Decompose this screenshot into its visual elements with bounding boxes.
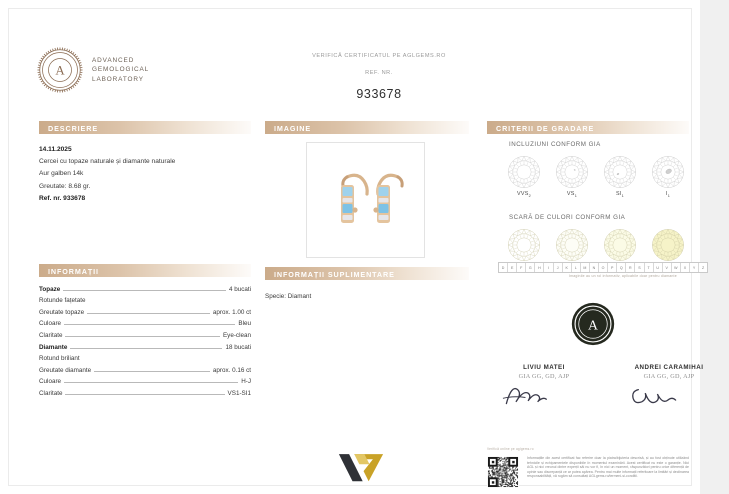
lab-name-line-3: LABORATORY (92, 75, 144, 83)
imagine-header (265, 121, 469, 134)
color-scale-cell: L (572, 263, 581, 272)
diamond-diagram (603, 228, 637, 262)
color-scale-cell: F (517, 263, 526, 272)
suplimentare-header (265, 267, 469, 280)
svg-text:A: A (588, 317, 598, 333)
info-row-label: Rotunde fațetate (39, 297, 89, 304)
color-scale-cell: X (681, 263, 690, 272)
info-row-value: Eye-clean (220, 332, 251, 339)
info-row-leader (39, 324, 251, 325)
info-row-label: Greutate diamante (39, 367, 94, 374)
info-row (39, 293, 251, 305)
descriere-ref: Ref. nr. 933678 (39, 194, 86, 202)
signature-mark-2 (621, 381, 716, 407)
verify-text: VERIFICĂ CERTIFICATUL PE AGLGEMS.RO (312, 53, 446, 59)
color-scale-cell: P (608, 263, 617, 272)
descriere-header (39, 121, 251, 134)
info-row (39, 351, 251, 363)
color-scale-cell: T (645, 263, 654, 272)
suplimentare-title: INFORMAȚII SUPLIMENTARE (274, 269, 395, 279)
info-row-leader (39, 290, 251, 291)
qr-code[interactable] (487, 456, 519, 488)
info-row (39, 281, 251, 293)
signature-mark-1 (496, 381, 591, 407)
descriere-title: DESCRIERE (48, 123, 99, 133)
inclusions-heading: INCLUZIUNI CONFORM GIA (509, 141, 601, 148)
signatory-credentials-1: GIA GG, GD, AJP (518, 373, 570, 380)
lab-monogram: A (55, 63, 65, 78)
certificate-sheet (8, 8, 705, 486)
lab-seal-icon (37, 47, 83, 93)
color-diagrams (507, 228, 685, 262)
info-row-label: Claritate (39, 332, 65, 339)
certificate-header (249, 53, 509, 101)
color-scale-cell: O (599, 263, 608, 272)
info-row-leader (39, 348, 251, 349)
info-row-label: Culoare (39, 320, 64, 327)
info-row-value: 4 bucati (226, 286, 251, 293)
signatory-credentials-2: GIA GG, GD, AJP (643, 373, 695, 380)
info-row (39, 385, 251, 397)
info-row-label: Culoare (39, 378, 64, 385)
info-row (39, 327, 251, 339)
suplimentare-body (265, 291, 311, 302)
diamond-diagram (507, 228, 541, 262)
color-heading: SCARĂ DE CULORI CONFORM GIA (509, 214, 626, 221)
qr-caption: Verifică online pe aglgems.ro (487, 447, 534, 451)
info-row-value: aprox. 1.00 ct (210, 309, 251, 316)
color-scale-cell: J (554, 263, 563, 272)
descriere-item: Cercei cu topaze naturale și diamante naturale (39, 158, 176, 166)
brand-v-logo (335, 449, 387, 483)
color-scale-cell: D (499, 263, 508, 272)
signatory-name-2: ANDREI CARAMIHAI (634, 364, 704, 371)
info-row (39, 339, 251, 351)
criterii-title: CRITERII DE GRADARE (496, 123, 595, 133)
diamond-diagram (555, 228, 589, 262)
info-row-value: 18 bucati (222, 344, 251, 351)
informatii-header (39, 264, 251, 277)
earrings-photo (307, 143, 424, 257)
scale-note: Imaginile au un rol informativ, aplicabile doar pentru diamante (569, 274, 677, 278)
color-scale-cell: M (581, 263, 590, 272)
signature-block-1 (484, 364, 604, 412)
color-scale-bar (498, 262, 708, 273)
info-row-value: VS1-SI1 (225, 390, 251, 397)
info-row-label: Diamante (39, 344, 70, 351)
official-seal-icon (570, 301, 616, 347)
color-scale-cell: N (590, 263, 599, 272)
info-row-value: aprox. 0.16 ct (210, 367, 251, 374)
info-row (39, 316, 251, 328)
color-scale-cell: H (535, 263, 544, 272)
color-scale-cell: Z (702, 265, 705, 270)
inclusion-grade-label: $SI_1$ (615, 191, 625, 199)
criterii-header (487, 121, 689, 134)
color-scale-cell: U (654, 263, 663, 272)
info-row-value: Bleu (235, 320, 251, 327)
color-scale-cell: Q (617, 263, 626, 272)
diamond-diagram (651, 155, 685, 189)
info-row-leader (39, 394, 251, 395)
info-row (39, 374, 251, 386)
item-photo-frame (306, 142, 425, 258)
info-row (39, 362, 251, 374)
descriere-body (39, 144, 249, 205)
diamond-diagram (651, 228, 685, 262)
color-scale-cell: I (544, 263, 553, 272)
color-scale-cell: E (508, 263, 517, 272)
inclusion-grade-label: $VVS_2$ (516, 191, 532, 199)
info-row-label: Claritate (39, 390, 65, 397)
info-row (39, 304, 251, 316)
diamond-diagram (603, 155, 637, 189)
species-value: Specie: Diamant (265, 293, 312, 300)
signature-block-2 (609, 364, 729, 412)
inclusion-diagrams (507, 155, 685, 189)
diamond-diagram (555, 155, 589, 189)
info-row-label: Topaze (39, 286, 63, 293)
color-scale-cell: S (635, 263, 644, 272)
lab-name-line-1: ADVANCED (92, 56, 135, 64)
imagine-title: IMAGINE (274, 123, 312, 133)
lab-name-line-2: GEMOLOGICAL (92, 66, 150, 74)
color-scale-cell: R (626, 263, 635, 272)
color-scale-cell: W (672, 263, 681, 272)
inclusion-grade-label: $VS_1$ (566, 191, 578, 199)
color-scale-cell: V (663, 263, 672, 272)
signatory-name-1: LIVIU MATEI (523, 364, 565, 371)
descriere-date: 14.11.2025 (39, 146, 72, 153)
inclusion-grade-labels (507, 191, 685, 198)
info-row-label: Rotund briliant (39, 355, 83, 362)
color-scale-cell: K (563, 263, 572, 272)
info-row-value: H-J (238, 378, 251, 385)
info-row-leader (39, 382, 251, 383)
informatii-title: INFORMAȚII (48, 266, 99, 276)
ref-label: REF. NR. (365, 70, 393, 76)
lab-name (92, 56, 149, 84)
informatii-table (39, 281, 251, 397)
info-row-label: Greutate topaze (39, 309, 87, 316)
color-scale-cell: G (526, 263, 535, 272)
color-scale-cell: Y (690, 263, 699, 272)
inclusion-grade-label: $I_1$ (665, 191, 671, 199)
legal-disclaimer (527, 456, 689, 479)
ref-number: 933678 (356, 87, 402, 101)
descriere-weight: Greutate: 8.68 gr. (39, 182, 91, 190)
diamond-diagram (507, 155, 541, 189)
lab-logo (37, 47, 149, 93)
legal-text: Informațiile din acest certificat fac referire doar la piatra/bijuteria descrisă, și au fost obținute utilizând tehnicile și echipamentele disponibile în momentul examinării. Acest certificat nu este o garanție. Nici AGL și nici vreunul dintre experții săi nu vor fi, în nici un moment, răspunzători pentru orice diferență de opinie sau discrepanță ce ar putea apărea. Pentru mai multe informații referitoare la limitări și declinarea responsabilității, vă rugăm să consultați AGLgems.ro/termeni-si-conditii. (527, 456, 689, 479)
descriere-metal: Aur galben 14k (39, 170, 84, 178)
